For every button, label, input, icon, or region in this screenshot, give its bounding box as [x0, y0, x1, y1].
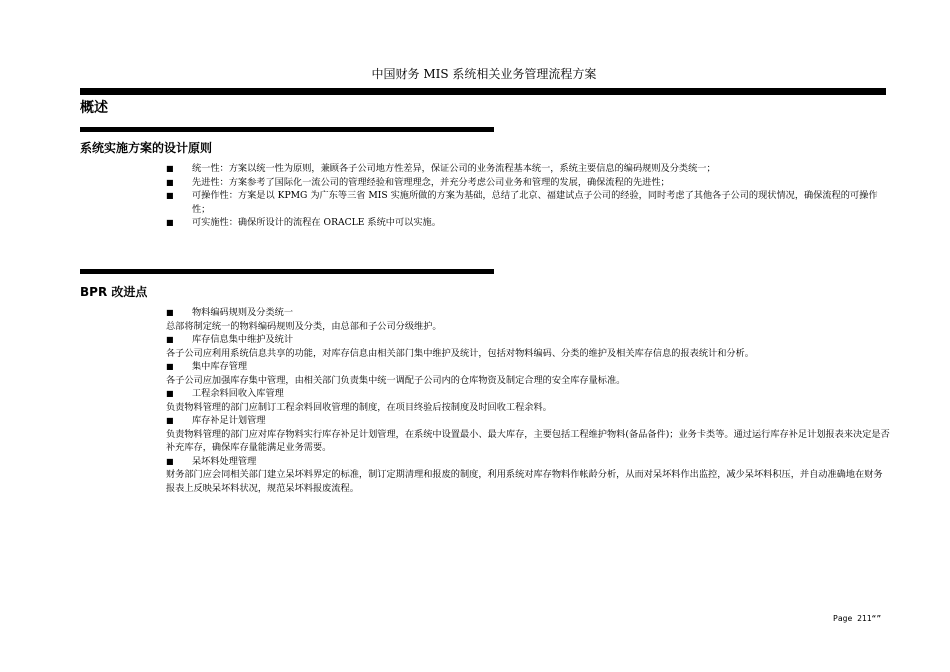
- bpr-item-body: 各子公司应利用系统信息共享的功能，对库存信息由相关部门集中维护及统计，包括对物料编码、分类的维护及相关库存信息的报表统计和分析。: [166, 347, 754, 359]
- principles-list: [166, 162, 888, 230]
- section-rule-principles: [80, 127, 494, 132]
- bpr-item-body: 总部将制定统一的物料编码规则及分类，由总部和子公司分级维护。: [166, 320, 442, 332]
- bpr-item-title: 工程余料回收入库管理: [192, 388, 284, 399]
- bpr-item: [166, 455, 890, 496]
- bullet-square-icon: ■: [166, 177, 174, 187]
- bpr-list: [166, 306, 890, 495]
- list-item: [166, 162, 888, 176]
- bpr-item-body: 负责物料管理的部门应对库存物料实行库存补足计划管理，在系统中设置最小、最大库存，主要包括工程维护物料(备品备件)；业务卡类等。通过运行库存补足计划报表来决定是否补充库存，确保库存量能满足业务需要。: [166, 428, 890, 453]
- list-item-text: 可实施性：确保所设计的流程在 ORACLE 系统中可以实施。: [192, 217, 441, 228]
- bullet-square-icon: ■: [166, 308, 174, 317]
- bpr-item-head: [166, 360, 890, 374]
- bpr-item-head: [166, 387, 890, 401]
- list-item: [166, 189, 888, 216]
- bpr-item: [166, 387, 890, 414]
- title-rule: [80, 88, 886, 95]
- bullet-square-icon: ■: [166, 389, 174, 398]
- bpr-item-head: [166, 455, 890, 469]
- bullet-square-icon: ■: [166, 456, 174, 466]
- bullet-square-icon: ■: [166, 218, 174, 227]
- bpr-item-title: 呆坏料处理管理: [192, 455, 257, 467]
- bullet-square-icon: ■: [166, 362, 174, 371]
- bpr-item: [166, 306, 890, 333]
- list-item: [166, 176, 888, 190]
- bpr-item-head: [166, 414, 890, 428]
- list-item-text: 可操作性：方案是以 KPMG 为广东等三省 MIS 实施所做的方案为基础，总结了北京、福建试点子公司的经验，同时考虑了其他各子公司的现状情况，确保流程的可操作性；: [192, 190, 878, 215]
- bpr-item-title: 物料编码规则及分类统一: [192, 307, 294, 318]
- overview-heading: 概述: [80, 100, 108, 116]
- bpr-item-title: 库存信息集中维护及统计: [192, 334, 294, 345]
- bpr-heading: BPR 改进点: [80, 285, 148, 299]
- list-item-text: 统一性：方案以统一性为原则，兼顾各子公司地方性差异，保证公司的业务流程基本统一，系统主要信息的编码规则及分类统一；: [192, 163, 716, 174]
- bullet-square-icon: ■: [166, 164, 174, 173]
- bullet-square-icon: ■: [166, 416, 174, 425]
- bpr-item: [166, 360, 890, 387]
- principles-heading: 系统实施方案的设计原则: [80, 141, 213, 155]
- bpr-item-head: [166, 333, 890, 347]
- list-item-text: 先进性：方案参考了国际化一流公司的管理经验和管理理念，并充分考虑公司业务和管理的发展，确保流程的先进性；: [192, 176, 670, 188]
- bpr-item-body: 财务部门应会同相关部门建立呆坏料界定的标准，制订定期清理和报废的制度，利用系统对库存物料作帐龄分析，从而对呆坏料作出监控，减少呆坏料积压，并自动准确地在财务报表上反映呆坏料状况，规范呆坏料报废流程。: [166, 469, 883, 494]
- list-item: [166, 216, 888, 230]
- page-number: Page 211“”: [833, 614, 882, 623]
- bpr-item-title: 库存补足计划管理: [192, 415, 266, 426]
- bpr-item-body: 负责物料管理的部门应制订工程余料回收管理的制度，在项目终验后按制度及时回收工程余料。: [166, 401, 552, 413]
- bpr-item-head: [166, 306, 890, 320]
- bpr-item-body: 各子公司应加强库存集中管理，由相关部门负责集中统一调配子公司内的仓库物资及制定合理的安全库存量标准。: [166, 374, 626, 386]
- section-rule-bpr: [80, 269, 494, 274]
- bpr-item-title: 集中库存管理: [192, 361, 248, 372]
- bpr-item: [166, 333, 890, 360]
- bullet-square-icon: ■: [166, 191, 174, 200]
- bpr-item: [166, 414, 890, 455]
- document-title: 中国财务 MIS 系统相关业务管理流程方案: [371, 67, 597, 81]
- bullet-square-icon: ■: [166, 335, 174, 344]
